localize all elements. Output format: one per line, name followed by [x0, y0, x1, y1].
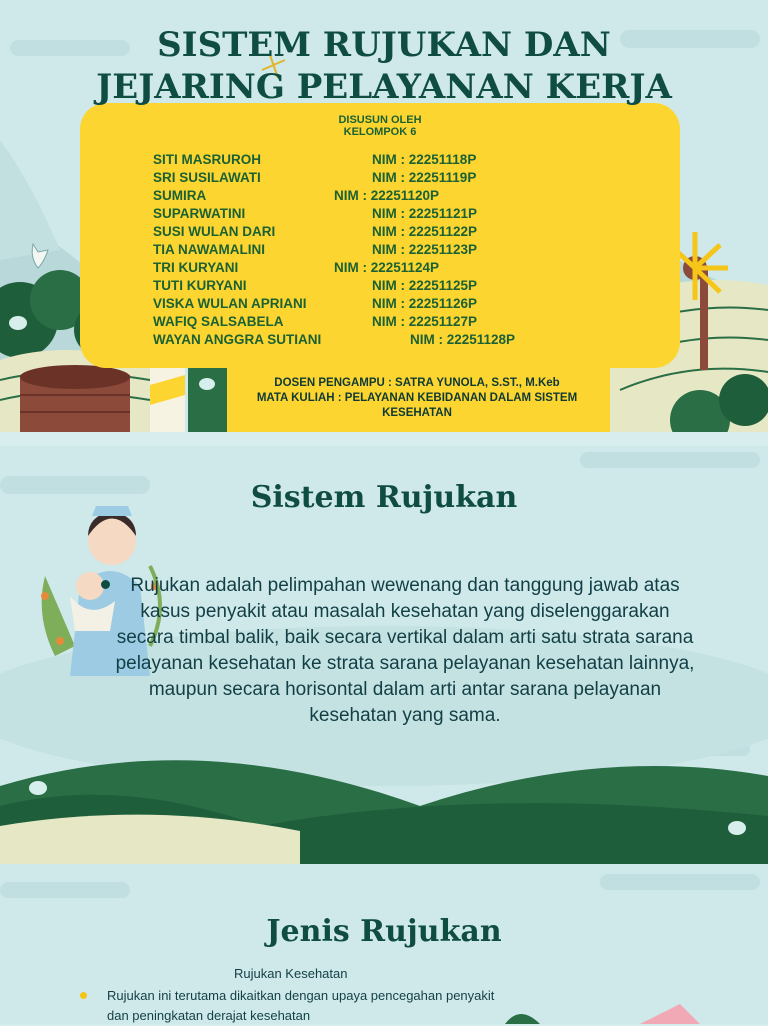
green-panel: [188, 365, 228, 432]
bullet-text: Rujukan ini terutama dikaitkan dengan upaya pencegahan penyakit dan peningkatan derajat kesehatan: [107, 988, 495, 1023]
section-title-jenis-rujukan: Jenis Rujukan: [266, 914, 502, 949]
dew-drop: [9, 316, 27, 330]
bullet-item: [80, 986, 500, 1026]
group-header: [330, 114, 430, 138]
leaf: [505, 1014, 540, 1024]
bullet-marker: [101, 580, 110, 589]
kelompok-label: KELOMPOK 6: [343, 126, 417, 138]
member-name: SUMIRA: [153, 188, 207, 203]
mata-kuliah-label: MATA KULIAH : PELAYANAN KEBIDANAN DALAM SISTEM KESEHATAN: [256, 392, 578, 419]
member-nim: NIM : 22251120P: [334, 188, 440, 203]
member-nim: NIM : 22251121P: [372, 206, 478, 221]
disusun-oleh-label: DISUSUN OLEH: [338, 114, 422, 126]
member-name: WAYAN ANGGRA SUTIANI: [153, 332, 322, 347]
member-name: SRI SUSILAWATI: [153, 170, 261, 185]
member-nim: NIM : 22251125P: [372, 278, 478, 293]
member-name: SUPARWATINI: [153, 206, 246, 221]
left-hill-back: [0, 140, 60, 260]
member-nim: NIM : 22251126P: [372, 296, 478, 311]
section-title-sistem-rujukan: Sistem Rujukan: [250, 480, 518, 515]
member-nim: NIM : 22251119P: [372, 170, 477, 185]
dosen-label: DOSEN PENGAMPU : SATRA YUNOLA, S.ST., M.Keb: [274, 377, 560, 389]
dew-drop: [29, 781, 47, 795]
course-info: [232, 376, 602, 421]
dew-drop: [199, 378, 215, 390]
member-nim: NIM : 22251124P: [334, 260, 440, 275]
member-nim: NIM : 22251122P: [372, 224, 478, 239]
member-name: WAFIQ SALSABELA: [153, 314, 284, 329]
bullet-dot-icon: [80, 992, 87, 999]
slide-gap: [0, 432, 768, 446]
well-top: [20, 365, 130, 389]
main-title: SISTEM RUJUKAN DAN JEJARING PELAYANAN KERJA: [96, 25, 672, 107]
member-name: SUSI WULAN DARI: [153, 224, 276, 239]
member-nim: NIM : 22251123P: [372, 242, 478, 257]
rujukan-definition: Rujukan adalah pelimpahan wewenang dan tanggung jawab atas kasus penyakit atau masalah kesehatan yang diselenggarakan secara timbal balik, baik secara vertikal dalam arti satu strata sarana pelayanan kesehatan ke strata sarana pelayanan kesehatan lainnya, maupun secara horisontal dalam arti antar sarana pelayanan kesehatan yang sama.: [115, 575, 695, 726]
subheading-rujukan-kesehatan: Rujukan Kesehatan: [234, 966, 348, 981]
slide-title: [0, 0, 768, 432]
member-name: TUTI KURYANI: [153, 278, 247, 293]
member-name: TIA NAWAMALINI: [153, 242, 265, 257]
dew-drop: [728, 821, 746, 835]
windmill-pole: [700, 270, 708, 370]
member-name: SITI MASRUROH: [153, 152, 261, 167]
member-nim: NIM : 22251118P: [372, 152, 477, 167]
pink-flag: [640, 1004, 700, 1024]
member-name: TRI KURYANI: [153, 260, 239, 275]
member-nim: NIM : 22251128P: [410, 332, 516, 347]
member-nim: NIM : 22251127P: [372, 314, 478, 329]
member-name: VISKA WULAN APRIANI: [153, 296, 307, 311]
